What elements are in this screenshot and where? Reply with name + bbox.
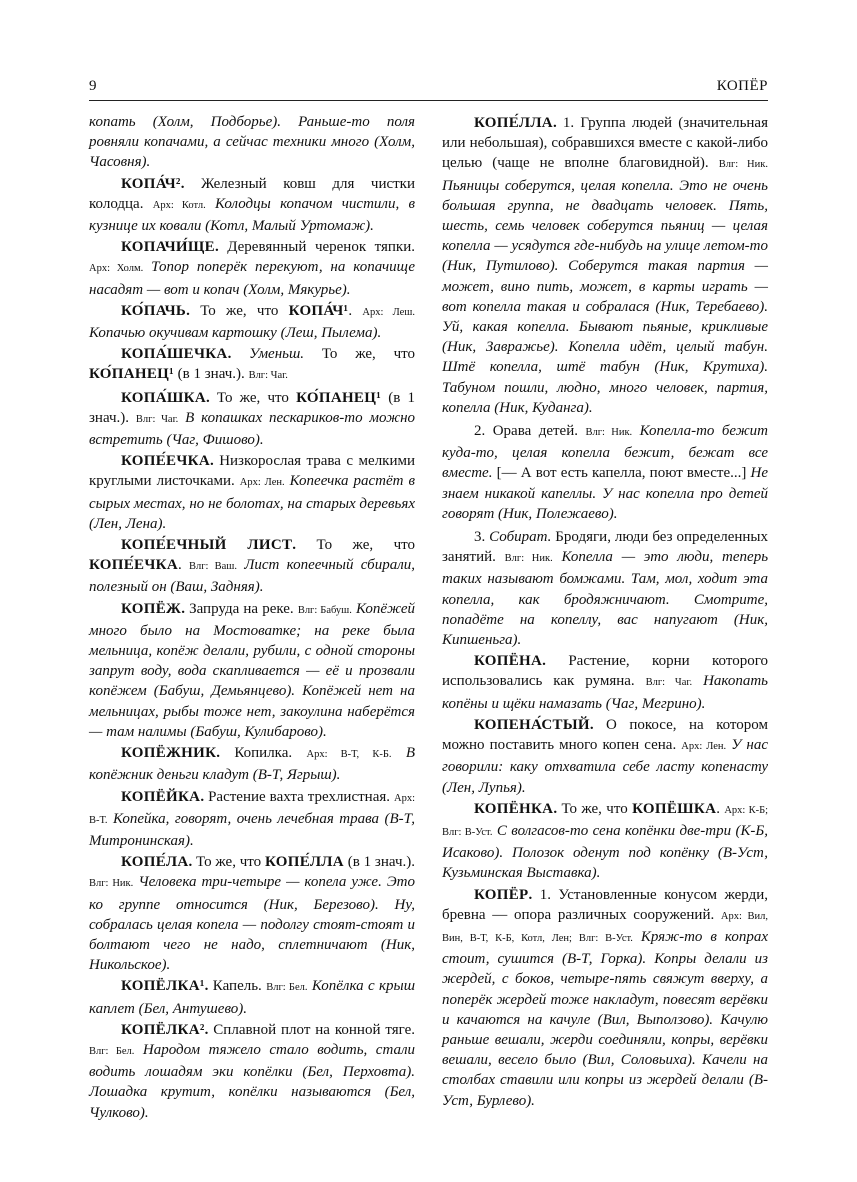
headword: КОПЕ́ЕЧКА — [121, 453, 210, 470]
region-label: Влг: Чаг. — [135, 413, 179, 425]
dictionary-entry: КОПА́Ч². Железный ковш для чистки колодца. Арх: Котл. Колодцы копачом чистили, в кузнице их ковали (Котл, Малый Уртомаж). — [89, 175, 416, 235]
grammar-note: Собират. — [489, 529, 552, 546]
dictionary-entry: КОПЁНКА. То же, что КОПЁШКА. Арх: К-Б; Влг: В-Уст. С волгасов-то сена копёнки две-три (К-Б, Исаково). Полозок оденут под копёнку (В-Уст, Кузьминская Выставка). — [442, 800, 769, 882]
definition: Растение вахта трехлистная. — [208, 788, 391, 805]
headword: КОПА́ШЕЧКА — [121, 346, 228, 363]
dictionary-entry: КОПЁНА. Растение, корни которого использовались как румяна. Влг: Чаг. Накопать копёны и щёки намазать (Чаг, Мегрино). — [442, 653, 768, 712]
continued-text: копать (Холм, Подборье). Раньше-то поля ровняли копачами, а сейчас техники много (Холм, Часовня). — [89, 114, 415, 171]
region-label: Влг: Чаг. — [645, 677, 693, 689]
headword: КОПЕНА́СТЫЙ — [474, 716, 590, 733]
headword: КОПЁЙКА — [121, 788, 201, 805]
definition: То же, что — [196, 854, 262, 871]
dictionary-entry: КОПЕ́ЛА. То же, что КОПЕ́ЛЛА (в 1 знач.). Влг: Ник. Человека три-четыре — копела уже. Это ко группе относится (Ник, Березово). Ну, собралась целая копела — подолгу стоят-стоят и болтают чего не надо, сплетничают (Ник, Никольское). — [89, 854, 416, 974]
cross-reference: КОПЕ́ЕЧКА — [89, 557, 178, 574]
page-number: 9 — [89, 78, 97, 94]
region-label: Арх: Лен. — [239, 477, 285, 489]
headword: КОПЕ́ЛЛА — [474, 115, 553, 131]
headword: КОПЁР — [474, 886, 529, 903]
example: Лист копеечный сбирали, полезный он (Ваш, Задняя). — [89, 557, 416, 596]
region-label: Арх: Холм. — [89, 263, 144, 275]
dictionary-entry: КОПА́ШКА. То же, что КО́ПАНЕЦ¹ (в 1 знач.). Влг: Чаг. В копашках пескариков-то можно встретить (Чаг, Фишово). — [89, 389, 416, 449]
dictionary-entry: КОПЕ́ЕЧКА. Низкорослая трава с мелкими круглыми листочками. Арх: Лен. Копеечка растёт в сырых местах, но не болотах, на старых деревьях (Лен, Лена). — [89, 453, 416, 532]
headword: КОПА́Ч² — [121, 175, 181, 192]
headword: КО́ПАЧЬ — [121, 302, 187, 319]
dictionary-entry: КОПЁЙКА. Растение вахта трехлистная. Арх: В-Т. Копейка, говорят, очень лечебная трава (В-Т, Митронинская). — [89, 788, 416, 849]
dictionary-entry: КОПЁЛКА¹. Капель. Влг: Бел. Копёлка с крыш каплет (Бел, Антушево). — [89, 978, 416, 1017]
example: Кряж-то в копрах стоит, сушится (В-Т, Горка). Копры делали из жердей, с боков, четыре-пять свяжут вверху, а поперёк жердей тоже накладут, повесят верёвки и качаются на качуле (Вил, Выползово). Качулю раньше вешали, жерди соединяли, копры, верёвки вешали, весело было (Вил, Соловьиха). Качели на столбах ставили или копры из жердей делали (В-Уст, Бурлево). — [442, 928, 769, 1109]
region-label: Арх: Леш. — [362, 306, 416, 318]
example: Копейка, говорят, очень лечебная трава (В-Т, Митронинская). — [89, 810, 416, 849]
dictionary-entry: КОПЁЖ. Запруда на реке. Влг: Бабуш. Копёжей много было на Мостоватке; на реке была мельница, копёж делали, рубили, с одной стороны запрут воду, вода скапливается — её и прозвали копёжем (Бабуш, Демьянцево). Копёжей нет на мельницах, рыбы тоже нет, закоулина наберётся — там налимы (Бабуш, Кулибарово). — [89, 600, 415, 740]
headword: КОПЁЛКА² — [121, 1021, 205, 1038]
definition-tail: (в 1 знач.). — [177, 366, 245, 383]
example: Копеечка растёт в сырых местах, но не болотах, на старых деревьях (Лен, Лена). — [89, 473, 415, 532]
headword: КОПАЧИ́ЩЕ — [121, 239, 215, 256]
example: В копашках пескариков-то можно встретить (Чаг, Фишово). — [89, 409, 416, 449]
dictionary-entry: КОПЁЖНИК. Копилка. Арх: В-Т, К-Б. В копёжник деньги кладут (В-Т, Ягрыш). — [89, 745, 416, 784]
dictionary-entry: КОПЕ́ЕЧНЫЙ ЛИСТ. То же, что КОПЕ́ЕЧКА. Влг: Ваш. Лист копеечный сбирали, полезный он (Ваш, Задняя). — [89, 537, 416, 596]
region-label: Влг: Ваш. — [188, 561, 237, 573]
sense-number: 3. — [474, 529, 486, 546]
dictionary-entry: КОПЕ́ЛЛА. 1. Группа людей (значительная или небольшая), собравшихся вместе с какой-либо целью (чаще не вполне благовидной). Влг: Ник. Пьяницы соберутся, целая копелла. Это не очень большая группа, не двадцать человек. Пять, шесть, семь человек соберутся пьяниц — целая копелла — усядутся где-нибудь на улице летом-то (Ник, Путилово). Соберутся такая партия — может, вино пить, может, в карты играть — вот копелла такая и собралася (Ник, Теребаево). Уй, какая копелла. Бывают пьяные, крикливые (Ник, Завражье). Копелла идёт, целый табун. Штё копелла, штё табун (Ник, Крутиха). Табуном пошли, людно, много человек, партия, копелла (Ник, Куданга). — [442, 115, 768, 416]
definition: То же, что — [216, 389, 289, 406]
example: Не знаем никакой капеллы. У нас копелла про детей говорят (Ник, Полежаево). — [442, 465, 769, 522]
region-label: Влг: Ник. — [718, 159, 768, 171]
headword: КОПЁЖНИК — [121, 745, 217, 762]
region-label: Влг: Бабуш. — [297, 604, 352, 616]
region-label: Арх: Котл. — [152, 199, 206, 211]
example: Копачью окучивам картошку (Леш, Пылема). — [89, 325, 382, 342]
definition: 1. Группа людей (значительная или небольшая), собравшихся вместе с какой-либо целью (чаще не вполне благовидной). — [442, 115, 768, 172]
definition: О покосе, на котором можно поставить много копен сена. — [442, 716, 768, 754]
headword: КОПЕ́ЕЧНЫЙ ЛИСТ — [121, 537, 293, 554]
region-label: Арх: Вил, Вин, В-Т, К-Б, Котл, Лен; Влг: В-Уст. — [442, 910, 768, 944]
definition: Запруда на реке. — [189, 600, 294, 617]
example: Копелла — это люди, теперь таких называют бомжами. Там, мол, ходит эта копелла, как бродяжничают. Смотрите, попадёте на копеллу, вас напугают (Ник, Кипшеньга). — [442, 549, 769, 649]
region-label: Арх: Лен. — [681, 741, 727, 753]
example: Человека три-четыре — копела уже. Это ко группе относится (Ник, Березово). Ну, собралась целая копела — подолгу стоят-стоят и болтают чего не надо, сплетничают (Ник, Никольское). — [89, 874, 416, 974]
headword: КОПЁЛКА¹ — [121, 978, 205, 995]
cross-reference: КО́ПАНЕЦ¹ — [89, 366, 174, 383]
example: Народом тяжело стало водить, стали водить лошадям эки копёлки (Бел, Перховта). Лошадка крутит, копёлки называются (Бел, Чулково). — [89, 1041, 416, 1121]
definition: То же, что — [200, 302, 279, 319]
definition-tail: (в 1 знач.). — [89, 389, 416, 426]
definition: Железный ковш для чистки колодца. — [89, 175, 415, 212]
sense-block — [442, 421, 768, 524]
example: С волгасов-то сена копёнки две-три (К-Б, Исаково). Полозок оденут под копёнку (В-Уст, Кузьминская Выставка). — [442, 822, 768, 882]
headword: КОПЁНКА — [474, 800, 554, 817]
region-label: Влг: Ник. — [89, 878, 134, 890]
running-head: КОПЁР — [716, 78, 768, 94]
definition: Растение, корни которого использовались как румяна. — [442, 653, 768, 690]
definition: Копилка. — [234, 745, 293, 762]
headword: КОПЕ́ЛА — [121, 854, 189, 871]
cross-reference: КОПЁШКА — [632, 800, 717, 817]
region-label: Влг: Чаг. — [248, 370, 288, 382]
dictionary-entry: КО́ПАЧЬ. То же, что КОПА́Ч¹. Арх: Леш. Копачью окучивам картошку (Леш, Пылема). — [89, 302, 416, 342]
definition: То же, что — [561, 800, 628, 817]
editor-note: [— А вот есть капелла, поют вместе...] — [496, 465, 747, 482]
definition: То же, что — [321, 346, 416, 363]
sense-block — [442, 527, 768, 650]
cross-reference: КО́ПАНЕЦ¹ — [296, 389, 381, 406]
definition: Сплавной плот на конной тяге. — [213, 1021, 415, 1038]
dictionary-entry: КОПАЧИ́ЩЕ. Деревянный черенок тяпки. Арх: Холм. Топор поперёк перекуют, на копачище насадят — вот и копач (Холм, Мякурье). — [89, 239, 416, 298]
headword: КОПЁНА — [474, 653, 543, 670]
cross-reference: КОПА́Ч¹ — [288, 302, 349, 319]
example: Копелла-то бежит куда-то, целая копелла бежит, бежат все вместе. — [442, 423, 768, 482]
example: Пьяницы соберутся, целая копелла. Это не очень большая группа, не двадцать человек. Пять, шесть, семь человек соберутся пьяниц — целая копелла — усядутся где-нибудь на улице летом-то (Ник, Путилово). Соберутся такая партия — может, вино пить, может, в карты играть — вот копелла такая и собралася (Ник, Теребаево). Уй, какая копелла. Бывают пьяные, крикливые (Ник, Завражье). Копелла идёт, целый табун. Штё копелла, штё табун (Ник, Крутиха). Табуном пошли, людно, много человек, партия, копелла (Ник, Куданга). — [442, 177, 768, 416]
dictionary-entry: КОПЕНА́СТЫЙ. О покосе, на котором можно поставить много копен сена. Арх: Лен. У нас говорили: каку отхватила себе ласту копенасту (Лен, Лупья). — [442, 716, 768, 796]
definition: 1. Установленные конусом жерди, бревна — опора различных сооружений. — [442, 886, 768, 923]
grammar-note: Уменьш. — [249, 346, 305, 363]
region-label: Влг: Бел. — [266, 982, 308, 994]
example: Топор поперёк перекуют, на копачище насадят — вот и копач (Холм, Мякурье). — [89, 259, 416, 298]
example: Накопать копёны и щёки намазать (Чаг, Мегрино). — [442, 673, 768, 712]
headword: КОПЁЖ — [121, 600, 182, 617]
right-column — [442, 112, 768, 1111]
region-label: Арх: В-Т. — [89, 792, 416, 826]
example: Копёжей много было на Мостоватке; на реке была мельница, копёж делали, рубили, с одной стороны запрут воду, вода скапливается — её и прозвали копёжем (Бабуш, Демьянцево). Копёжей нет на мельницах, рыбы тоже нет, закоулина наберётся — там налимы (Бабуш, Кулибарово). — [89, 600, 415, 740]
region-label: Арх: В-Т, К-Б. — [306, 749, 392, 761]
cross-reference: КОПЕ́ЛЛА — [264, 854, 344, 871]
region-label: Влг: Ник. — [585, 427, 633, 439]
sense-definition: Бродяги, люди без определенных занятий. — [442, 529, 768, 566]
definition: То же, что — [316, 537, 416, 554]
left-column — [89, 112, 415, 1123]
region-label: Арх: К-Б; Влг: В-Уст. — [442, 804, 769, 838]
definition-tail: (в 1 знач.). — [347, 854, 415, 871]
definition: Капель. — [212, 978, 262, 995]
example: В копёжник деньги кладут (В-Т, Ягрыш). — [89, 745, 416, 784]
example: Копёлка с крыш каплет (Бел, Антушево). — [89, 978, 416, 1017]
dictionary-entry: КОПА́ШЕЧКА. Уменьш. То же, что КО́ПАНЕЦ¹ (в 1 знач.). Влг: Чаг. — [89, 346, 416, 383]
page-header — [89, 74, 768, 101]
example: У нас говорили: каку отхватила себе ласту копенасту (Лен, Лупья). — [442, 737, 768, 796]
sense-definition: 2. Орава детей. — [474, 423, 578, 440]
dictionary-entry: КОПЁЛКА². Сплавной плот на конной тяге. Влг: Бел. Народом тяжело стало водить, стали водить лошадям эки копёлки (Бел, Перховта). Лошадка крутит, копёлки называются (Бел, Чулково). — [89, 1021, 416, 1121]
region-label: Влг: Ник. — [504, 553, 553, 565]
headword: КОПА́ШКА — [121, 389, 206, 406]
definition: Низкорослая трава с мелкими круглыми листочками. — [89, 453, 416, 490]
example: Колодцы копачом чистили, в кузнице их ковали (Котл, Малый Уртомаж). — [89, 195, 416, 235]
definition: Деревянный черенок тяпки. — [227, 239, 415, 256]
region-label: Влг: Бел. — [89, 1045, 135, 1057]
dictionary-entry: КОПЁР. 1. Установленные конусом жерди, бревна — опора различных сооружений. Арх: Вил, Вин, В-Т, К-Б, Котл, Лен; Влг: В-Уст. Кряж-то в копрах стоит, сушится (В-Т, Горка). Копры делали из жердей, с боков, четыре-пять свяжут вверху, а поперёк жердей тоже накладут, повесят верёвки и качаются на качуле (Вил, Выползово). Качулю раньше вешали, жерди соединяли, копры, верёвки вешали, весело было (Вил, Соловьиха). Качели на столбах ставили или копры из жердей делали (В-Уст, Бурлево). — [442, 886, 769, 1109]
